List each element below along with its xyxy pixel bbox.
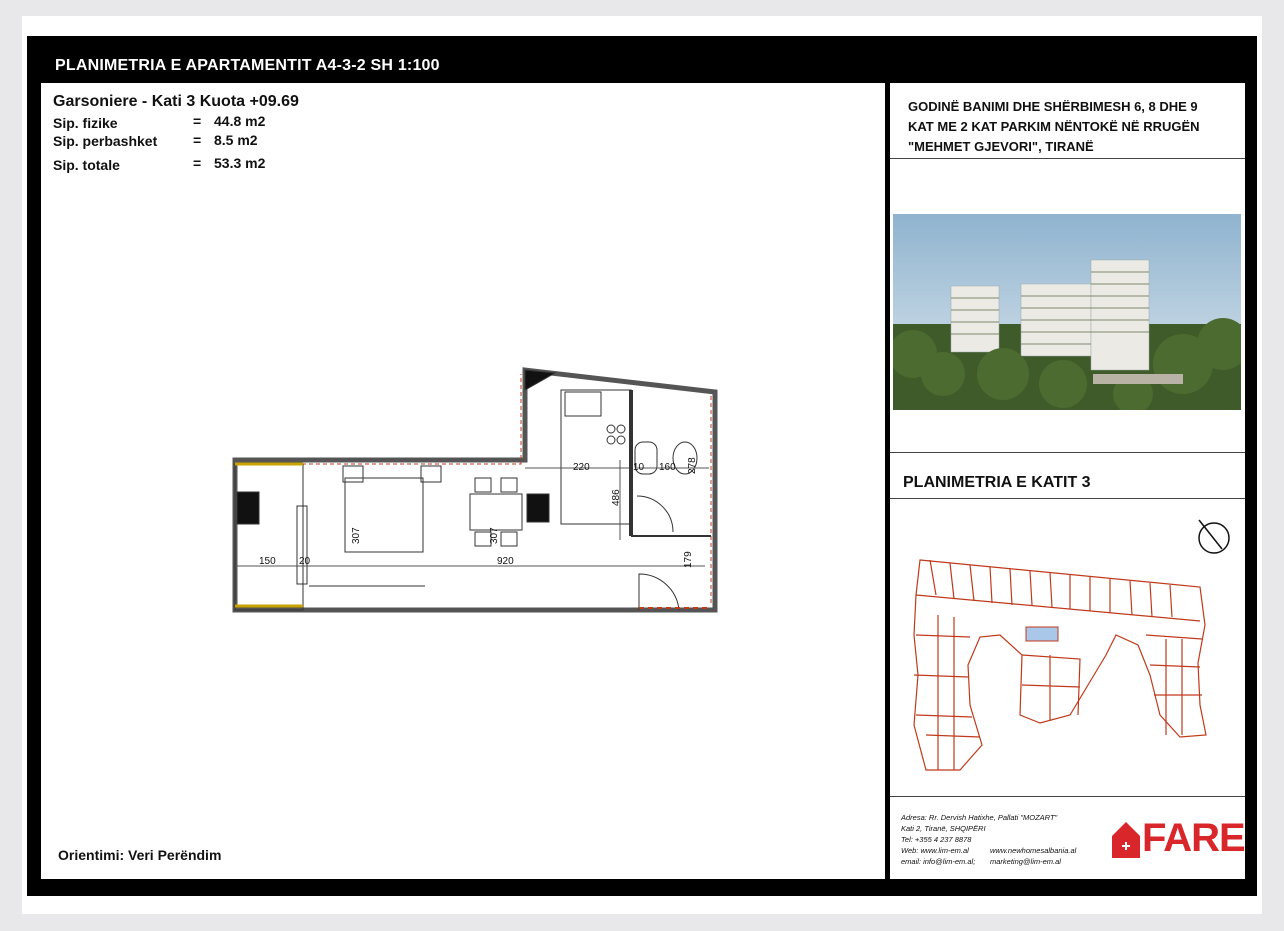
floor-key-plan (910, 555, 1210, 775)
area-eq: = (193, 155, 202, 171)
apartment-plan (225, 360, 725, 620)
sheet-title: PLANIMETRIA E APARTAMENTIT A4-3-2 SH 1:100 (55, 57, 440, 74)
building-render-image (893, 214, 1241, 410)
fare-logo (1110, 816, 1245, 860)
dim-220: 220 (573, 462, 590, 473)
project-line: KAT ME 2 KAT PARKIM NËNTOKË NË RRUGËN (908, 119, 1200, 134)
unit-highlight (1026, 627, 1058, 641)
dim-307-a: 307 (351, 527, 362, 544)
dim-179: 179 (683, 551, 694, 568)
logo-text: FARE (1142, 816, 1245, 860)
divider (890, 158, 1245, 159)
area-label-fizike: Sip. fizike (53, 115, 118, 131)
dim-486: 486 (611, 489, 622, 506)
contact-info-secondary (990, 845, 1076, 867)
unit-heading: Garsoniere - Kati 3 Kuota +09.69 (53, 93, 299, 110)
project-line: GODINË BANIMI DHE SHËRBIMESH 6, 8 DHE 9 (908, 99, 1198, 114)
area-value-totale: 53.3 m2 (214, 155, 266, 171)
project-title (908, 97, 1238, 157)
contact-line: Adresa: Rr. Dervish Hatixhe, Pallati "MOZART" (901, 813, 1058, 822)
contact-line: Tel: +355 4 237 8878 (901, 835, 972, 844)
area-label-perbashket: Sip. perbashket (53, 133, 158, 149)
contact-email2: marketing@lim-em.al (990, 857, 1061, 866)
dim-20: 20 (299, 556, 311, 567)
contact-line: Web: www.lim-em.al (901, 846, 969, 855)
area-value-fizike: 44.8 m2 (214, 113, 266, 129)
dim-920: 920 (497, 556, 514, 567)
area-label-totale: Sip. totale (53, 157, 120, 173)
area-eq: = (193, 113, 202, 129)
divider (890, 796, 1245, 797)
dim-150: 150 (259, 556, 276, 567)
floor-plan-title: PLANIMETRIA E KATIT 3 (903, 474, 1091, 491)
divider (890, 452, 1245, 453)
dim-10: 10 (633, 462, 645, 473)
dim-160: 160 (659, 462, 676, 473)
divider (890, 498, 1245, 499)
north-arrow-icon (1192, 516, 1236, 556)
contact-web2: www.newhomesalbania.al (990, 846, 1077, 855)
orientation-label: Orientimi: Veri Perëndim (58, 847, 222, 863)
dim-307-b: 307 (489, 527, 500, 544)
dim-278: 278 (687, 457, 698, 474)
project-line: "MEHMET GJEVORI", TIRANË (908, 139, 1094, 154)
contact-line: Kati 2, Tiranë, SHQIPËRI (901, 824, 986, 833)
area-eq: = (193, 132, 202, 148)
area-value-perbashket: 8.5 m2 (214, 132, 258, 148)
contact-line: email: info@lim-em.al; (901, 857, 976, 866)
